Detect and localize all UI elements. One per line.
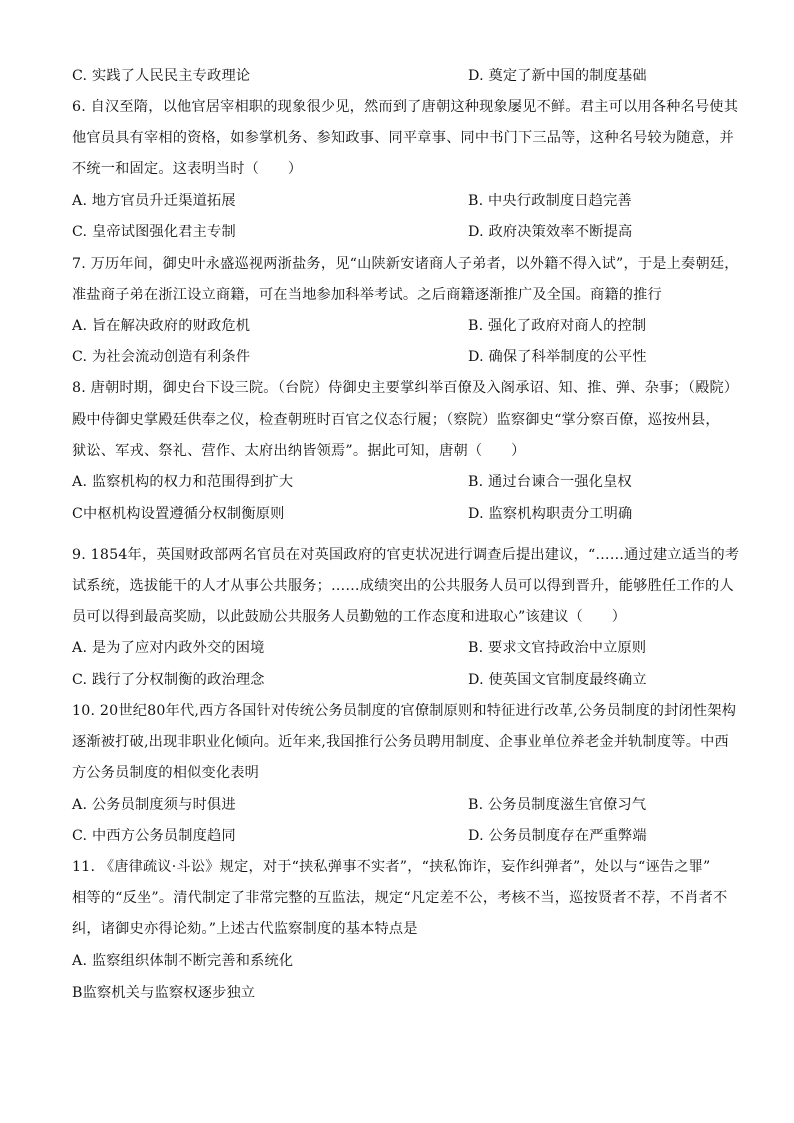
option-d: D. 监察机构职责分工明确 [468, 506, 633, 522]
question-6-text: 他官员具有宰相的资格，如参掌机务、参知政事、同平章事、同中书门下三品等，这种名号较为随意，并 [72, 130, 734, 146]
option-d: D. 政府决策效率不断提高 [468, 224, 633, 240]
question-9-text: 试系统，选拔能干的人才从事公共服务；……成绩突出的公共服务人员可以得到晋升，能够胜任工作的人 [72, 578, 734, 594]
option-b: B. 要求文官持政治中立原则 [468, 640, 647, 656]
option-row [72, 66, 732, 86]
option-b: B. 强化了政府对商人的控制 [468, 318, 647, 334]
question-8-text: 殿中侍御史掌殿廷供奉之仪，检查朝班时百官之仪态行履；（察院）监察御史“掌分察百僚，巡按州县， [72, 412, 720, 428]
option-row [72, 191, 732, 211]
option-a: A. 监察机构的权力和范围得到扩大 [72, 474, 294, 490]
option-row [72, 638, 732, 658]
question-9-text: 9. 1854年，英国财政部两名官员在对英国政府的官吏状况进行调查后提出建议，“……通过建立适当的考 [72, 547, 740, 563]
question-9-text: 员可以得到最高奖励，以此鼓励公共服务人员勤勉的工作态度和进取心”该建议（ ） [72, 609, 627, 625]
question-11-text: 相等的“反坐”。清代制定了非常完整的互监法，规定“凡定差不公，考核不当，巡按贤者不荐，不肖者不 [72, 890, 728, 906]
question-11-text: 11. 《唐律疏议·斗讼》规定，对于“挟私弹事不实者”，“挟私饰诈，妄作纠弹者”，处以与“诬告之罪” [72, 859, 711, 875]
option-d: D. 公务员制度存在严重弊端 [468, 828, 647, 844]
option-row [72, 795, 732, 815]
question-11-text: 纠，诸御史亦得论劾。”上述古代监察制度的基本特点是 [72, 921, 418, 937]
question-10-text: 方公务员制度的相似变化表明 [72, 765, 260, 781]
option-b: B监察机关与监察权逐步独立 [72, 985, 256, 1001]
option-c: C中枢机构设置遵循分权制衡原则 [72, 506, 285, 522]
option-c: C. 为社会流动创造有利条件 [72, 349, 251, 365]
question-8-text: 狱讼、军戎、祭礼、营作、太府出纳皆领焉”。据此可知，唐朝（ ） [72, 443, 526, 459]
option-a: A. 公务员制度须与时俱进 [72, 797, 236, 813]
option-b: B. 公务员制度滋生官僚习气 [468, 797, 647, 813]
option-d: D. 奠定了新中国的制度基础 [468, 68, 647, 84]
option-a: A. 旨在解决政府的财政危机 [72, 318, 251, 334]
question-10-text: 10. 20世纪80年代,西方各国针对传统公务员制度的官僚制原则和特征进行改革,公务员制度的封闭性架构 [72, 703, 737, 719]
option-row [72, 472, 732, 492]
option-row [72, 504, 732, 524]
option-row [72, 316, 732, 336]
question-8-text: 8. 唐朝时期，御史台下设三院。（台院）侍御史主要掌纠举百僚及入阁承诏、知、推、弹、杂事；（殿院） [72, 380, 739, 396]
question-6-text: 不统一和固定。这表明当时（ ） [72, 161, 303, 177]
option-c: C. 践行了分权制衡的政治理念 [72, 672, 265, 688]
option-row [72, 670, 732, 690]
option-d: D. 使英国文官制度最终确立 [468, 672, 647, 688]
option-row [72, 826, 732, 846]
option-row [72, 347, 732, 367]
question-7-text: 7. 万历年间，御史叶永盛巡视两浙盐务，见“山陕新安诸商人子弟者，以外籍不得入试”，于是上奏朝廷， [72, 256, 739, 272]
option-a: A. 地方官员升迁渠道拓展 [72, 193, 236, 209]
option-b: B. 通过台谏合一强化皇权 [468, 474, 632, 490]
option-b: B. 中央行政制度日趋完善 [468, 193, 632, 209]
question-10-text: 逐渐被打破,出现非职业化倾向。近年来,我国推行公务员聘用制度、企事业单位养老金并轨制度等。中西 [72, 734, 729, 750]
option-d: D. 确保了科举制度的公平性 [468, 349, 647, 365]
option-a: A. 是为了应对内政外交的困境 [72, 640, 265, 656]
option-c: C. 皇帝试图强化君主专制 [72, 224, 236, 240]
option-row [72, 222, 732, 242]
question-7-text: 准盐商子弟在浙江设立商籍，可在当地参加科举考试。之后商籍逐渐推广及全国。商籍的推行 [72, 287, 662, 303]
question-6-text: 6. 自汉至隋，以他官居宰相职的现象很少见，然而到了唐朝这种现象屡见不鲜。君主可以用各种名号使其 [72, 99, 739, 115]
option-a: A. 监察组织体制不断完善和系统化 [72, 953, 294, 969]
option-c: C. 中西方公务员制度趋同 [72, 828, 236, 844]
option-c: C. 实践了人民民主专政理论 [72, 68, 251, 84]
